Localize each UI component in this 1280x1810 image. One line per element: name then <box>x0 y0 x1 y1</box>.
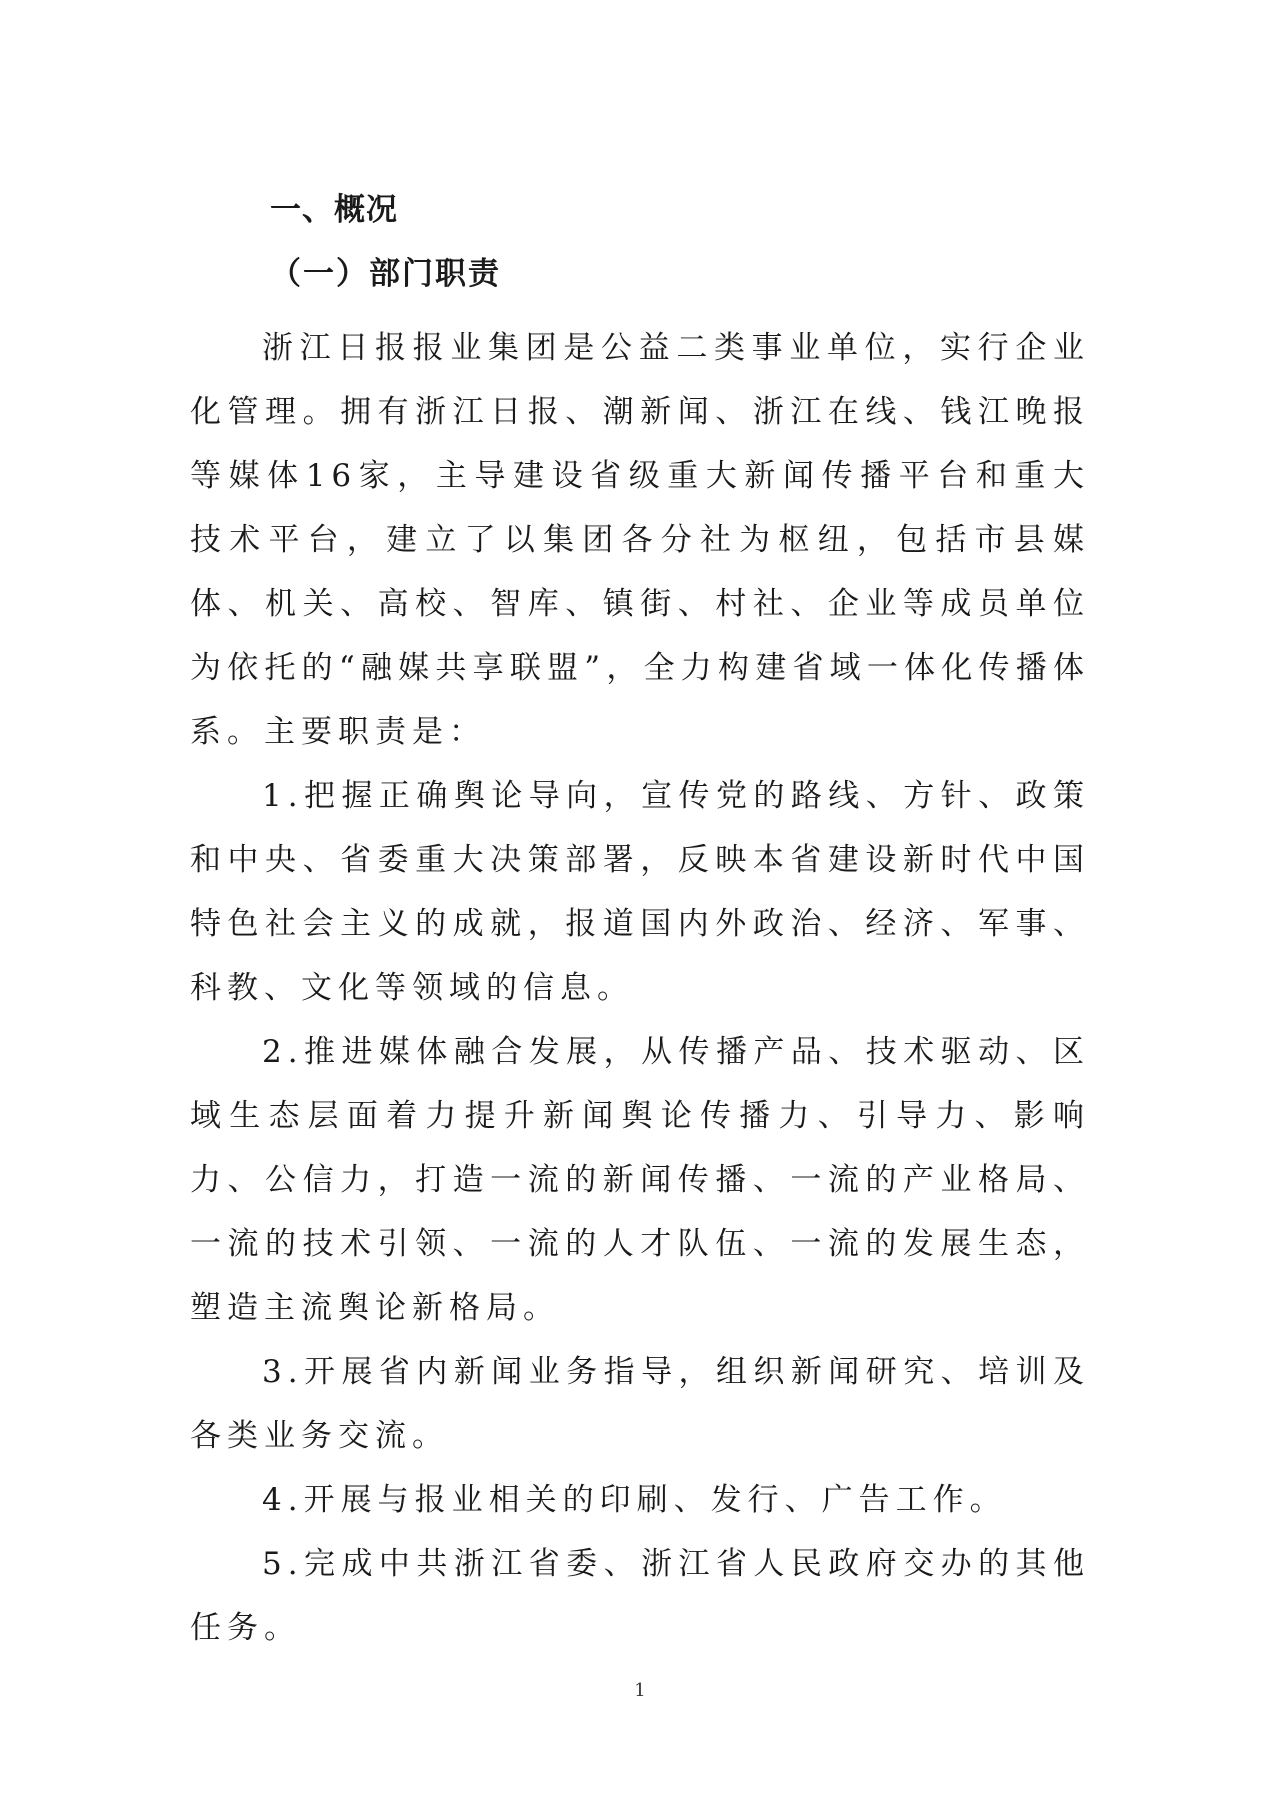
document-body <box>190 190 1090 1660</box>
section-heading: 一、概况 <box>270 192 398 228</box>
intro-paragraph: 浙江日报报业集团是公益二类事业单位，实行企业化管理。拥有浙江日报、潮新闻、浙江在线、钱江晚报等媒体16家，主导建设省级重大新闻传播平台和重大技术平台，建立了以集团各分社为枢纽，包括市县媒体、机关、高校、智库、镇街、村社、企业等成员单位为依托的“融媒共享联盟”，全力构建省域一体化传播体系。主要职责是： <box>190 330 1090 750</box>
duty-item-4: 4.开展与报业相关的印刷、发行、广告工作。 <box>262 1482 1007 1518</box>
duty-item-1: 1.把握正确舆论导向，宣传党的路线、方针、政策和中央、省委重大决策部署，反映本省建设新时代中国特色社会主义的成就，报道国内外政治、经济、军事、科教、文化等领域的信息。 <box>190 778 1090 1006</box>
duty-item-2: 2.推进媒体融合发展，从传播产品、技术驱动、区域生态层面着力提升新闻舆论传播力、引导力、影响力、公信力，打造一流的新闻传播、一流的产业格局、一流的技术引领、一流的人才队伍、一流的发展生态，塑造主流舆论新格局。 <box>190 1034 1090 1326</box>
duty-item-5: 5.完成中共浙江省委、浙江省人民政府交办的其他任务。 <box>190 1546 1090 1646</box>
page-number: 1 <box>634 1680 646 1701</box>
duty-item-3: 3.开展省内新闻业务指导，组织新闻研究、培训及各类业务交流。 <box>190 1354 1090 1454</box>
subsection-heading: （一）部门职责 <box>270 256 501 292</box>
